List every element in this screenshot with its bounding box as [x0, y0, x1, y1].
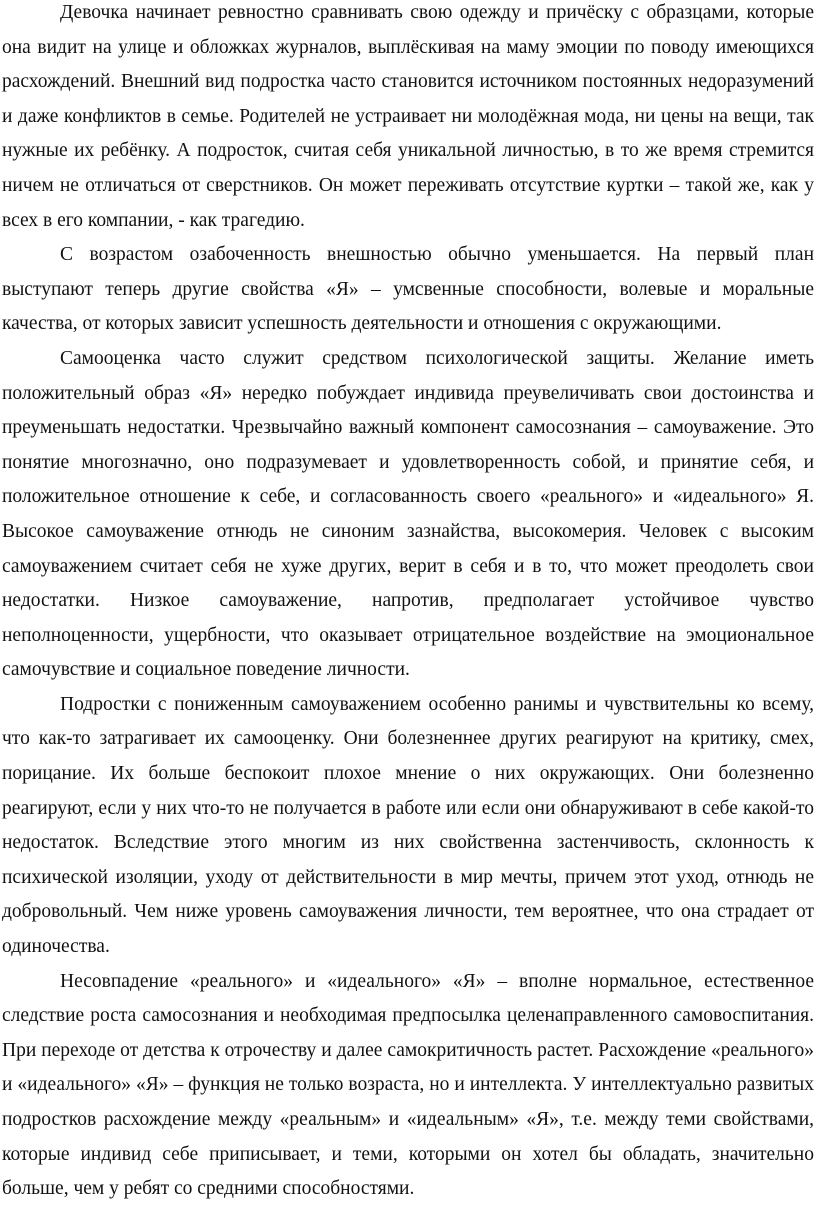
- paragraph-real-ideal-self: Несовпадение «реального» и «идеального» «Я» – вполне нормальное, естественное следствие роста самосознания и необходимая предпосылка целенаправленного самовоспитания. При переходе от детства к отрочеству и далее самокритичность растет. Расхождение «реального» и «идеального» «Я» – функция не только возраста, но и интеллекта. У интеллектуально развитых подростков расхождение между «реальным» и «идеальным» «Я», т.е. между теми свойствами, которые индивид себе приписывает, и теми, которыми он хотел бы обладать, значительно больше, чем у ребят со средними способностями.: [2, 970, 814, 1200]
- paragraph-appearance: Девочка начинает ревностно сравнивать свою одежду и причёску с образцами, которые она видит на улице и обложках журналов, выплёскивая на маму эмоции по поводу имеющихся расхождений. Внешний вид подростка часто становится источником постоянных недоразумений и даже конфликтов в семье. Родителей не устраивает ни молодёжная мода, ни цены на вещи, так нужные их ребёнку. А подросток, считая себя уникальной личностью, в то же время стремится ничем не отличаться от сверстников. Он может переживать отсутствие куртки – такой же, как у всех в его компании, - как трагедию.: [2, 2, 814, 231]
- paragraph-self-esteem: Самооценка часто служит средством психологической защиты. Желание иметь положительный образ «Я» нередко побуждает индивида преувеличивать свои достоинства и преуменьшать недостатки. Чрезвычайно важный компонент самосознания – самоуважение. Это понятие многозначно, оно подразумевает и удовлетворенность собой, и принятие себя, и положительное отношение к себе, и согласованность своего «реального» и «идеального» Я. Высокое самоуважение отнюдь не синоним зазнайства, высокомерия. Человек с высоким самоуважением считает себя не хуже других, верит в себя и в то, что может преодолеть свои недостатки. Низкое самоуважение, напротив, предполагает устойчивое чувство неполноценности, ущербности, что оказывает отрицательное воздействие на эмоциональное самочувствие и социальное поведение личности.: [2, 347, 814, 681]
- paragraph-age-concern: С возрастом озабоченность внешностью обычно уменьшается. На первый план выступают теперь другие свойства «Я» – умсвенные способности, волевые и моральные качества, от которых зависит успешность деятельности и отношения с окружающими.: [2, 244, 814, 335]
- paragraph-low-self-esteem: Подростки с пониженным самоуважением особенно ранимы и чувствительны ко всему, что как-то затрагивает их самооценку. Они болезненнее других реагируют на критику, смех, порицание. Их больше беспокоит плохое мнение о них окружающих. Они болезненно реагируют, если у них что-то не получается в работе или если они обнаруживают в себе какой-то недостаток. Вследствие этого многим из них свойственна застенчивость, склонность к психической изоляции, уходу от действительности в мир мечты, причем этот уход, отнюдь не добровольный. Чем ниже уровень самоуважения личности, тем вероятнее, что она страдает от одиночества.: [2, 693, 814, 958]
